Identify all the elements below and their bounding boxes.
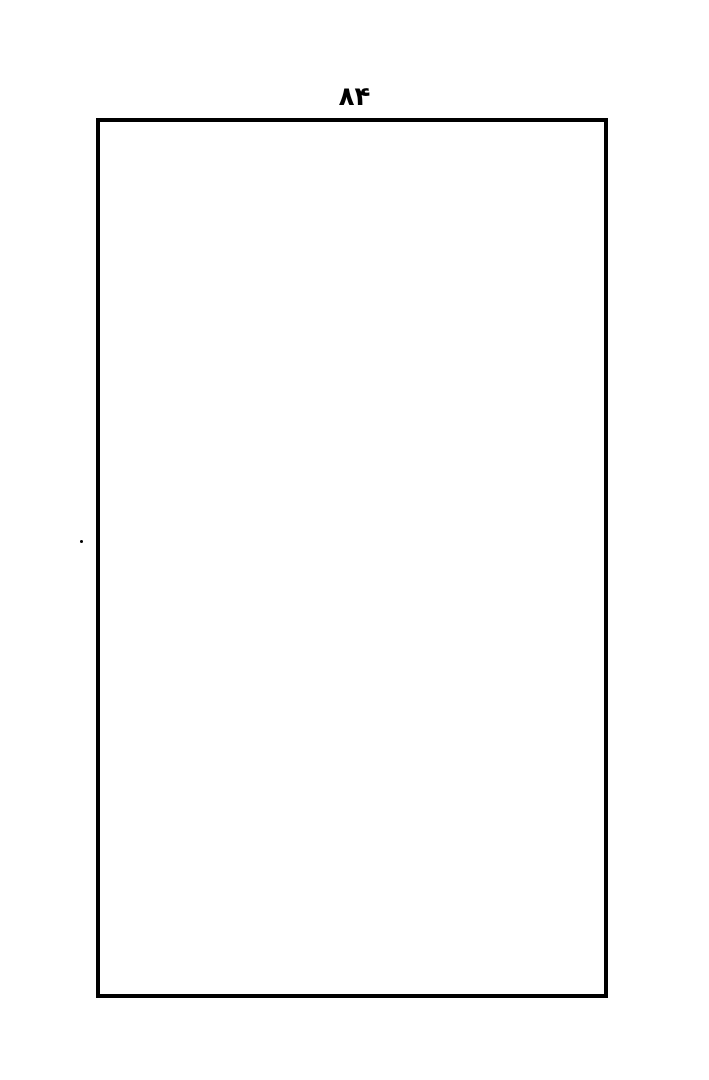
margin-mark <box>80 540 83 543</box>
page-number: ۸۴ <box>338 82 371 112</box>
body-text <box>104 126 600 988</box>
